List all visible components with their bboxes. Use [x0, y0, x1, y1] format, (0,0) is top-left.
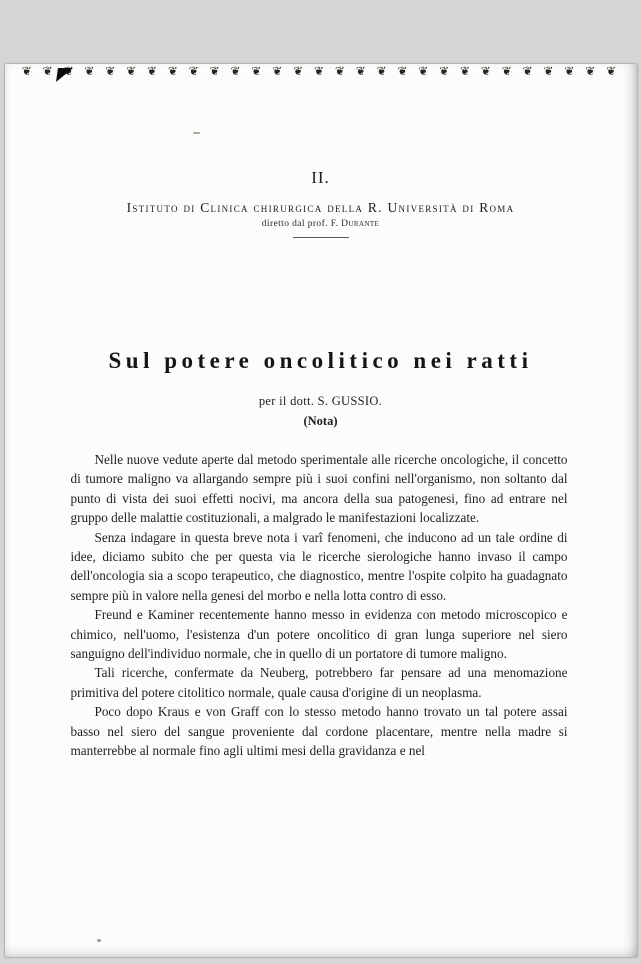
scan-speck-top	[193, 132, 200, 134]
paragraph-4: Tali ricerche, confermate da Neuberg, potrebbero far pensare ad una menomazione primitiva del potere citolitico normale, quale causa d'origine di un neoplasma.	[70, 665, 568, 700]
note-label: (Nota)	[303, 414, 338, 428]
scan-speck-bottom	[97, 939, 101, 942]
director-name: F. Durante	[330, 219, 380, 229]
direction-prefix: diretto dal prof.	[261, 219, 331, 229]
scanned-page	[5, 64, 637, 957]
paragraph-2: Senza indagare in questa breve nota i varî fenomeni, che inducono ad un tale ordine di idee, diciamo subito che per questa via le ricerche sierologiche hanno invaso il campo dell'oncologia sia a scopo terapeutico, che diagnostico, mentre l'ospite colpito ha guadagnato sempre più in valore nella genesi del morbo e nella lotta contro di esso.	[70, 529, 568, 603]
direction-line	[5, 219, 637, 229]
scan-artifact-corner	[56, 68, 73, 82]
paragraph-1: Nelle nuove vedute aperte dal metodo sperimentale alle ricerche oncologiche, il concetto di tumore maligno va allargando sempre più i suoi confini nell'organismo, non soltanto dal punto di vista dei suoi effetti nocivi, ma ancora della sua patogenesi, fino ad entrare nel gruppo delle malattie costituzionali, a malgrado le manifestazioni localizzate.	[70, 452, 568, 526]
byline: per il dott. S. GUSSIO.	[258, 394, 383, 408]
institute-line: Istituto di Clinica chirurgica della R. Università di Roma	[126, 200, 515, 215]
article-body	[71, 450, 568, 761]
divider-rule	[293, 237, 349, 238]
ornament-border: ❦ ❦ ❦ ❦ ❦ ❦ ❦ ❦ ❦ ❦ ❦ ❦ ❦ ❦ ❦ ❦ ❦ ❦ ❦ ❦ ❦ ❦ ❦ ❦ ❦ ❦ ❦ ❦ ❦	[21, 64, 620, 78]
section-number: II.	[311, 168, 330, 187]
article-title: Sul potere oncolitico nei ratti	[108, 348, 533, 373]
paragraph-3: Freund e Kaminer recentemente hanno messo in evidenza con metodo microscopico e chimico, nell'uomo, l'esistenza d'un potere oncolitico di gran lunga superiore nel siero sanguigno dell'individuo normale, che in quello di un portatore di tumore maligno.	[70, 607, 568, 662]
paragraph-5: Poco dopo Kraus e von Graff con lo stesso metodo hanno trovato un tal potere assai basso nel siero del sangue proveniente dal cordone placentare, mentre nella madre si manterrebbe al normale fino agli ultimi mesi della gravidanza e nel	[70, 704, 568, 759]
